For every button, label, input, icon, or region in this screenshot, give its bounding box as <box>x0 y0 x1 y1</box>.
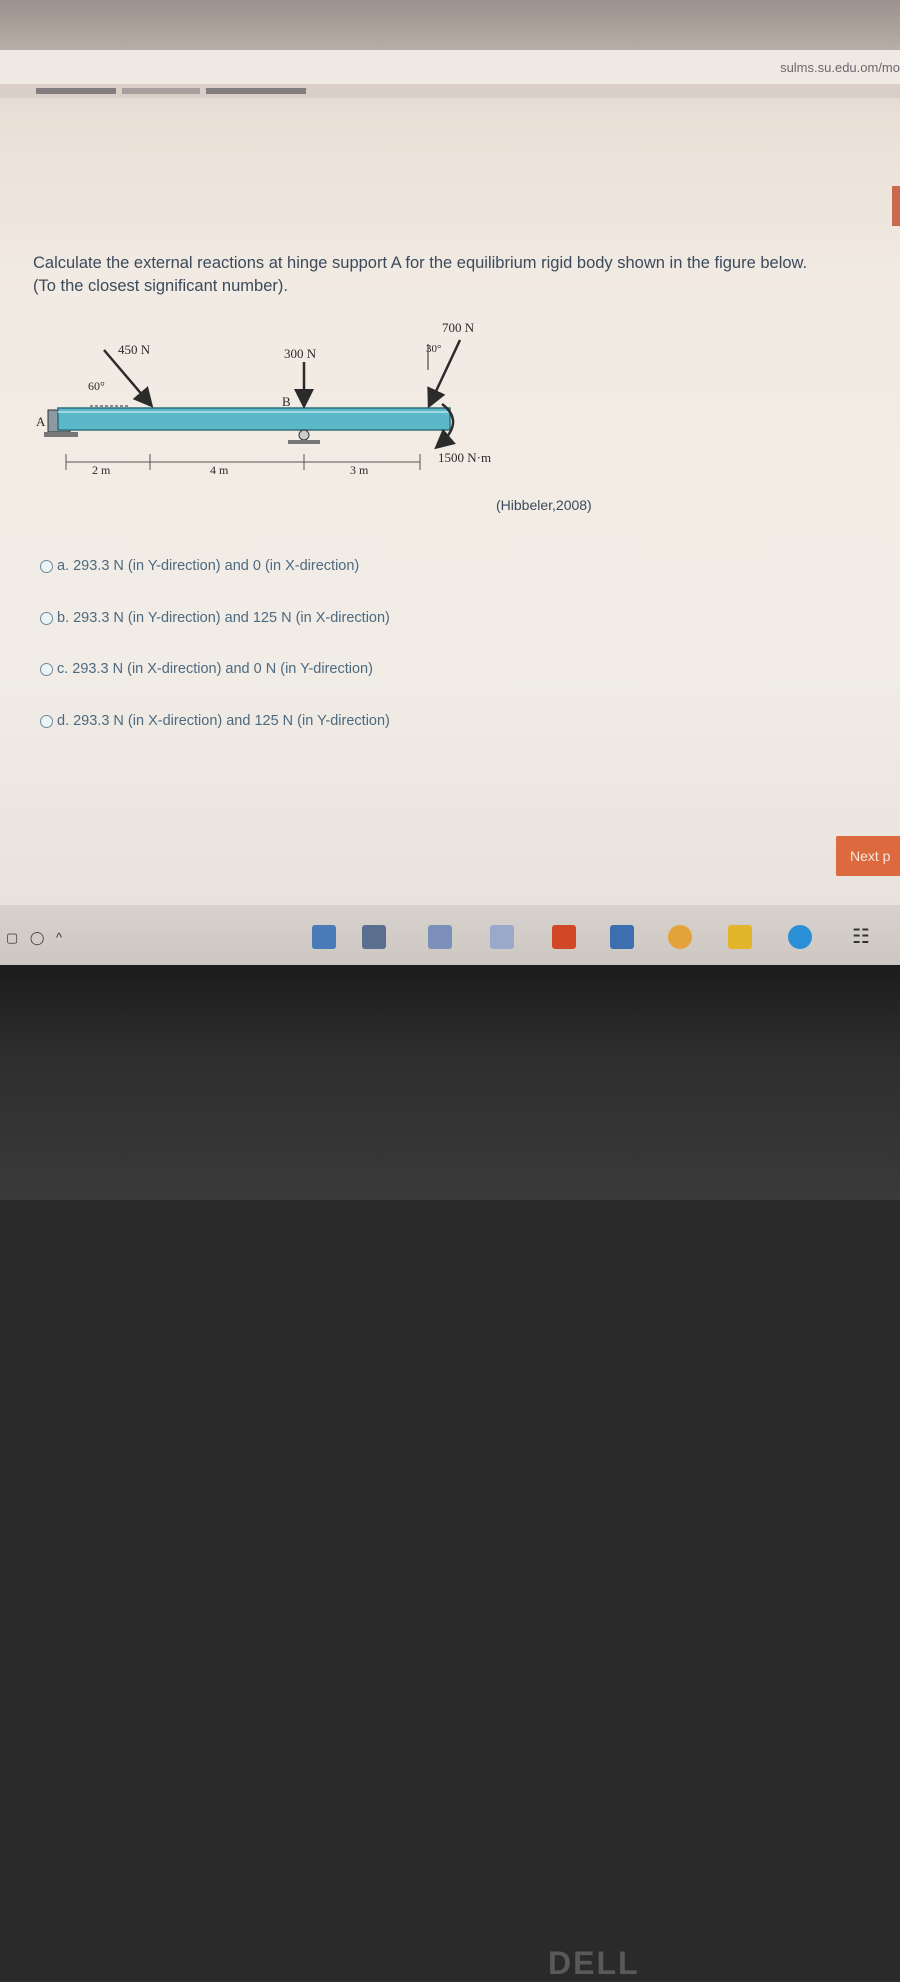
radio-option-a[interactable] <box>40 560 53 573</box>
edge-icon[interactable] <box>788 925 812 949</box>
browser-address-bar[interactable] <box>0 50 900 84</box>
question-line-2: (To the closest significant number). <box>33 277 288 295</box>
radio-option-d[interactable] <box>40 715 53 728</box>
notification-icon[interactable]: ☷ <box>852 926 870 948</box>
dell-logo: DELL <box>548 1945 640 1981</box>
browser-title-bar <box>0 0 900 50</box>
angle-60-label: 60° <box>88 379 105 393</box>
option-b-label[interactable]: b. 293.3 N (in Y-direction) and 125 N (in X-direction) <box>57 610 390 626</box>
option-d-label[interactable]: d. 293.3 N (in X-direction) and 125 N (in Y-direction) <box>57 713 390 729</box>
laptop-bezel <box>0 965 900 1981</box>
radio-option-c[interactable] <box>40 663 53 676</box>
dim-2m-label: 2 m <box>92 463 111 477</box>
dim-3m-label: 3 m <box>350 463 369 477</box>
option-c-label[interactable]: c. 293.3 N (in X-direction) and 0 N (in Y-direction) <box>57 661 373 677</box>
bookmark-item[interactable] <box>206 88 306 94</box>
option-a-label[interactable]: a. 293.3 N (in Y-direction) and 0 (in X-direction) <box>57 558 360 574</box>
option-b[interactable] <box>40 610 390 626</box>
question-text <box>33 252 893 298</box>
office-icon[interactable] <box>552 925 576 949</box>
question-line-1: Calculate the external reactions at hinge support A for the equilibrium rigid body shown in the figure below. <box>33 254 808 272</box>
taskbar-app-icon[interactable] <box>490 925 514 949</box>
taskbar-app-icon[interactable] <box>312 925 336 949</box>
option-a[interactable] <box>40 558 359 574</box>
roller-support-b <box>288 430 320 444</box>
force-300-label: 300 N <box>284 346 317 361</box>
taskbar-app-icon[interactable] <box>362 925 386 949</box>
taskbar-tray-left[interactable]: ▢ ◯ ^ <box>6 930 67 945</box>
file-explorer-icon[interactable] <box>728 925 752 949</box>
url-text[interactable]: sulms.su.edu.om/mo <box>780 60 900 75</box>
label-a: A <box>36 414 46 429</box>
beam-diagram <box>30 310 500 500</box>
force-700-label: 700 N <box>442 320 475 335</box>
angle-30-label: 30° <box>426 343 442 355</box>
radio-option-b[interactable] <box>40 612 53 625</box>
taskbar-app-icon[interactable] <box>428 925 452 949</box>
bookmark-item[interactable] <box>36 88 116 94</box>
laptop-screen <box>0 0 900 965</box>
moment-label: 1500 N·m <box>438 450 492 465</box>
figure-reference: (Hibbeler,2008) <box>496 497 592 513</box>
next-page-button[interactable]: Next p <box>836 836 900 876</box>
option-d[interactable] <box>40 713 390 729</box>
dim-4m-label: 4 m <box>210 463 229 477</box>
option-c[interactable] <box>40 661 373 677</box>
chrome-icon[interactable] <box>668 925 692 949</box>
force-450-label: 450 N <box>118 342 151 357</box>
label-b: B <box>282 394 291 409</box>
bookmark-item[interactable] <box>122 88 200 94</box>
mail-icon[interactable] <box>610 925 634 949</box>
force-450-arrow <box>104 350 150 404</box>
side-tab-marker <box>892 186 900 226</box>
